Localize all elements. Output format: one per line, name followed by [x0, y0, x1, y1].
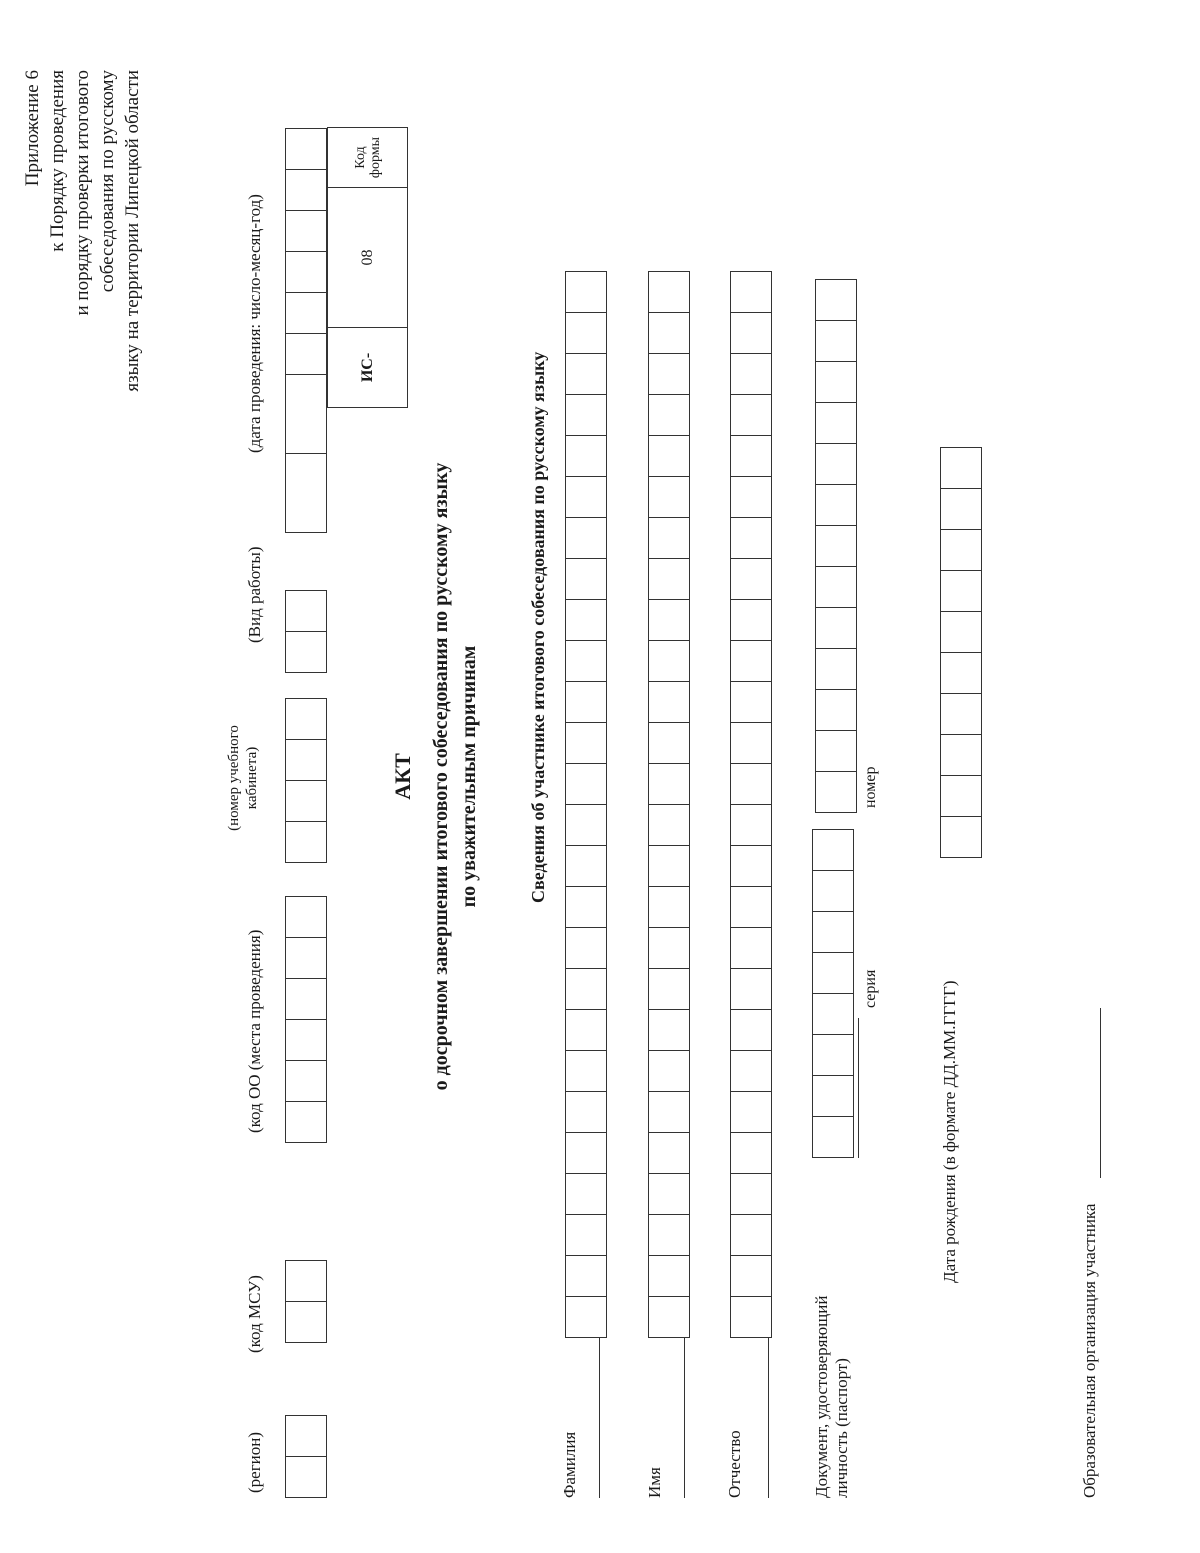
patronymic-cell[interactable]	[730, 394, 772, 436]
document-label-line2: личность (паспорт)	[832, 1358, 851, 1498]
number-cell[interactable]	[815, 730, 857, 772]
birth-date-cell[interactable]	[940, 816, 982, 858]
patronymic-cell[interactable]	[730, 1255, 772, 1297]
name-boxes[interactable]	[648, 271, 690, 1338]
series-cell[interactable]	[812, 1034, 854, 1076]
name-cell[interactable]	[648, 640, 690, 682]
patronymic-cell[interactable]	[730, 312, 772, 354]
surname-cell[interactable]	[565, 1132, 607, 1174]
number-boxes[interactable]	[815, 279, 857, 813]
surname-cell[interactable]	[565, 517, 607, 559]
patronymic-cell[interactable]	[730, 271, 772, 313]
work-type-cell[interactable]	[285, 631, 327, 673]
room-boxes[interactable]	[285, 698, 327, 863]
room-label: (номер учебного кабинета)	[226, 725, 260, 831]
region-label: (регион)	[245, 1431, 264, 1493]
name-cell[interactable]	[648, 1255, 690, 1297]
oo-cell[interactable]	[285, 1019, 327, 1061]
name-label: Имя	[645, 1467, 664, 1498]
name-cell[interactable]	[648, 886, 690, 928]
appendix-note	[20, 70, 145, 392]
room-cell[interactable]	[285, 780, 327, 822]
birth-date-cell[interactable]	[940, 447, 982, 489]
appendix-line: Приложение 6	[22, 70, 43, 187]
name-cell[interactable]	[648, 558, 690, 600]
number-cell[interactable]	[815, 361, 857, 403]
number-cell[interactable]	[815, 279, 857, 321]
date-cell[interactable]	[285, 251, 327, 293]
patronymic-cell[interactable]	[730, 435, 772, 477]
number-cell[interactable]	[815, 484, 857, 526]
number-cell[interactable]	[815, 402, 857, 444]
patronymic-cell[interactable]	[730, 1214, 772, 1256]
date-boxes[interactable]	[285, 128, 327, 533]
birth-date-cell[interactable]	[940, 693, 982, 735]
surname-cell[interactable]	[565, 1009, 607, 1051]
patronymic-cell[interactable]	[730, 886, 772, 928]
surname-cell[interactable]	[565, 1255, 607, 1297]
appendix-line: и порядку проверки итогового	[72, 70, 93, 316]
patronymic-cell[interactable]	[730, 804, 772, 846]
number-cell[interactable]	[815, 648, 857, 690]
number-cell[interactable]	[815, 566, 857, 608]
surname-cell[interactable]	[565, 1091, 607, 1133]
date-cell[interactable]	[285, 453, 327, 533]
surname-cell[interactable]	[565, 640, 607, 682]
series-cell[interactable]	[812, 829, 854, 871]
name-cell[interactable]	[648, 1091, 690, 1133]
room-cell[interactable]	[285, 698, 327, 740]
oo-cell[interactable]	[285, 978, 327, 1020]
series-cell[interactable]	[812, 952, 854, 994]
name-cell[interactable]	[648, 804, 690, 846]
patronymic-cell[interactable]	[730, 599, 772, 641]
name-cell[interactable]	[648, 312, 690, 354]
name-cell[interactable]	[648, 476, 690, 518]
birth-date-cell[interactable]	[940, 529, 982, 571]
name-cell[interactable]	[648, 968, 690, 1010]
patronymic-cell[interactable]	[730, 517, 772, 559]
patronymic-boxes[interactable]	[730, 271, 772, 1338]
room-cell[interactable]	[285, 739, 327, 781]
section-title: Сведения об участнике итогового собеседования по русскому языку	[528, 351, 548, 903]
oo-boxes[interactable]	[285, 896, 327, 1143]
surname-boxes[interactable]	[565, 271, 607, 1338]
patronymic-cell[interactable]	[730, 1009, 772, 1051]
name-cell[interactable]	[648, 763, 690, 805]
surname-cell[interactable]	[565, 1050, 607, 1092]
oo-cell[interactable]	[285, 937, 327, 979]
number-cell[interactable]	[815, 607, 857, 649]
birth-date-cell[interactable]	[940, 488, 982, 530]
name-cell[interactable]	[648, 1050, 690, 1092]
date-cell[interactable]	[285, 169, 327, 211]
name-cell[interactable]	[648, 517, 690, 559]
birth-date-cell[interactable]	[940, 570, 982, 612]
form-code-prefix: ИС-	[328, 328, 408, 408]
birth-date-cell[interactable]	[940, 775, 982, 817]
name-cell[interactable]	[648, 1132, 690, 1174]
birth-date-cell[interactable]	[940, 734, 982, 776]
name-cell[interactable]	[648, 681, 690, 723]
appendix-line: собеседования по русскому	[97, 70, 118, 293]
name-cell[interactable]	[648, 599, 690, 641]
name-cell[interactable]	[648, 1009, 690, 1051]
patronymic-cell[interactable]	[730, 1296, 772, 1338]
surname-cell[interactable]	[565, 394, 607, 436]
msu-cell[interactable]	[285, 1301, 327, 1343]
date-cell[interactable]	[285, 292, 327, 334]
name-cell[interactable]	[648, 353, 690, 395]
number-cell[interactable]	[815, 320, 857, 362]
document-label	[812, 1296, 852, 1498]
patronymic-cell[interactable]	[730, 558, 772, 600]
name-cell[interactable]	[648, 271, 690, 313]
surname-cell[interactable]	[565, 927, 607, 969]
name-cell[interactable]	[648, 1173, 690, 1215]
patronymic-cell[interactable]	[730, 1132, 772, 1174]
surname-cell[interactable]	[565, 1296, 607, 1338]
msu-label: (код МСУ)	[245, 1275, 264, 1353]
document-underline	[858, 1018, 859, 1158]
surname-cell[interactable]	[565, 722, 607, 764]
room-cell[interactable]	[285, 821, 327, 863]
patronymic-cell[interactable]	[730, 1091, 772, 1133]
number-cell[interactable]	[815, 525, 857, 567]
date-cell[interactable]	[285, 210, 327, 252]
birth-date-label: Дата рождения (в формате ДД.ММ.ГГГГ)	[940, 980, 959, 1283]
patronymic-label: Отчество	[725, 1430, 744, 1498]
surname-cell[interactable]	[565, 886, 607, 928]
surname-label: Фамилия	[560, 1431, 579, 1498]
number-cell[interactable]	[815, 771, 857, 813]
surname-cell[interactable]	[565, 681, 607, 723]
patronymic-cell[interactable]	[730, 763, 772, 805]
name-cell[interactable]	[648, 845, 690, 887]
name-cell[interactable]	[648, 927, 690, 969]
date-label: (дата проведения: число-месяц-год)	[245, 194, 264, 453]
number-cell[interactable]	[815, 443, 857, 485]
surname-cell[interactable]	[565, 435, 607, 477]
surname-cell[interactable]	[565, 1214, 607, 1256]
number-label: номер	[862, 766, 879, 808]
document-label-line1: Документ, удостоверяющий	[812, 1295, 831, 1498]
number-cell[interactable]	[815, 689, 857, 731]
region-cell[interactable]	[285, 1456, 327, 1498]
surname-cell[interactable]	[565, 845, 607, 887]
surname-cell[interactable]	[565, 312, 607, 354]
patronymic-cell[interactable]	[730, 722, 772, 764]
work-type-cell[interactable]	[285, 590, 327, 632]
school-label: Образовательная организация участника	[1080, 1203, 1099, 1498]
birth-date-boxes[interactable]	[940, 447, 982, 858]
act-subtitle-line2: по уважительным причинам	[458, 645, 480, 908]
surname-cell[interactable]	[565, 353, 607, 395]
form-code-number: 08	[328, 188, 408, 328]
patronymic-cell[interactable]	[730, 845, 772, 887]
surname-cell[interactable]	[565, 558, 607, 600]
birth-date-cell[interactable]	[940, 652, 982, 694]
region-boxes[interactable]	[285, 1415, 327, 1498]
oo-cell[interactable]	[285, 1101, 327, 1143]
patronymic-cell[interactable]	[730, 927, 772, 969]
patronymic-cell[interactable]	[730, 968, 772, 1010]
series-cell[interactable]	[812, 870, 854, 912]
series-cell[interactable]	[812, 1075, 854, 1117]
appendix-line: языку на территории Липецкой области	[122, 70, 143, 392]
work-type-boxes[interactable]	[285, 590, 327, 673]
appendix-line: к Порядку проведения	[47, 70, 68, 252]
series-cell[interactable]	[812, 1116, 854, 1158]
region-cell[interactable]	[285, 1415, 327, 1457]
patronymic-cell[interactable]	[730, 1050, 772, 1092]
oo-cell[interactable]	[285, 1060, 327, 1102]
patronymic-cell[interactable]	[730, 1173, 772, 1215]
patronymic-cell[interactable]	[730, 476, 772, 518]
oo-cell[interactable]	[285, 896, 327, 938]
work-type-label: (Вид работы)	[245, 546, 264, 643]
series-label: серия	[862, 969, 879, 1008]
series-boxes[interactable]	[812, 829, 854, 1158]
series-cell[interactable]	[812, 993, 854, 1035]
name-cell[interactable]	[648, 394, 690, 436]
birth-date-cell[interactable]	[940, 611, 982, 653]
surname-cell[interactable]	[565, 1173, 607, 1215]
surname-cell[interactable]	[565, 763, 607, 805]
oo-label: (код ОО (места проведения)	[245, 929, 264, 1133]
surname-cell[interactable]	[565, 968, 607, 1010]
series-cell[interactable]	[812, 911, 854, 953]
surname-cell[interactable]	[565, 599, 607, 641]
form-code-label: Код формы	[328, 128, 408, 188]
act-title: АКТ	[390, 753, 415, 800]
surname-cell[interactable]	[565, 271, 607, 313]
msu-cell[interactable]	[285, 1260, 327, 1302]
date-cell[interactable]	[285, 333, 327, 375]
name-cell[interactable]	[648, 1296, 690, 1338]
date-cell[interactable]	[285, 128, 327, 170]
name-cell[interactable]	[648, 1214, 690, 1256]
surname-cell[interactable]	[565, 476, 607, 518]
date-cell[interactable]	[285, 374, 327, 454]
msu-boxes[interactable]	[285, 1260, 327, 1343]
patronymic-cell[interactable]	[730, 681, 772, 723]
act-subtitle-line1: о досрочном завершении итогового собеседования по русскому языку	[430, 462, 452, 1091]
name-cell[interactable]	[648, 435, 690, 477]
patronymic-cell[interactable]	[730, 640, 772, 682]
name-cell[interactable]	[648, 722, 690, 764]
surname-cell[interactable]	[565, 804, 607, 846]
patronymic-cell[interactable]	[730, 353, 772, 395]
school-input-line[interactable]	[1100, 1008, 1101, 1178]
